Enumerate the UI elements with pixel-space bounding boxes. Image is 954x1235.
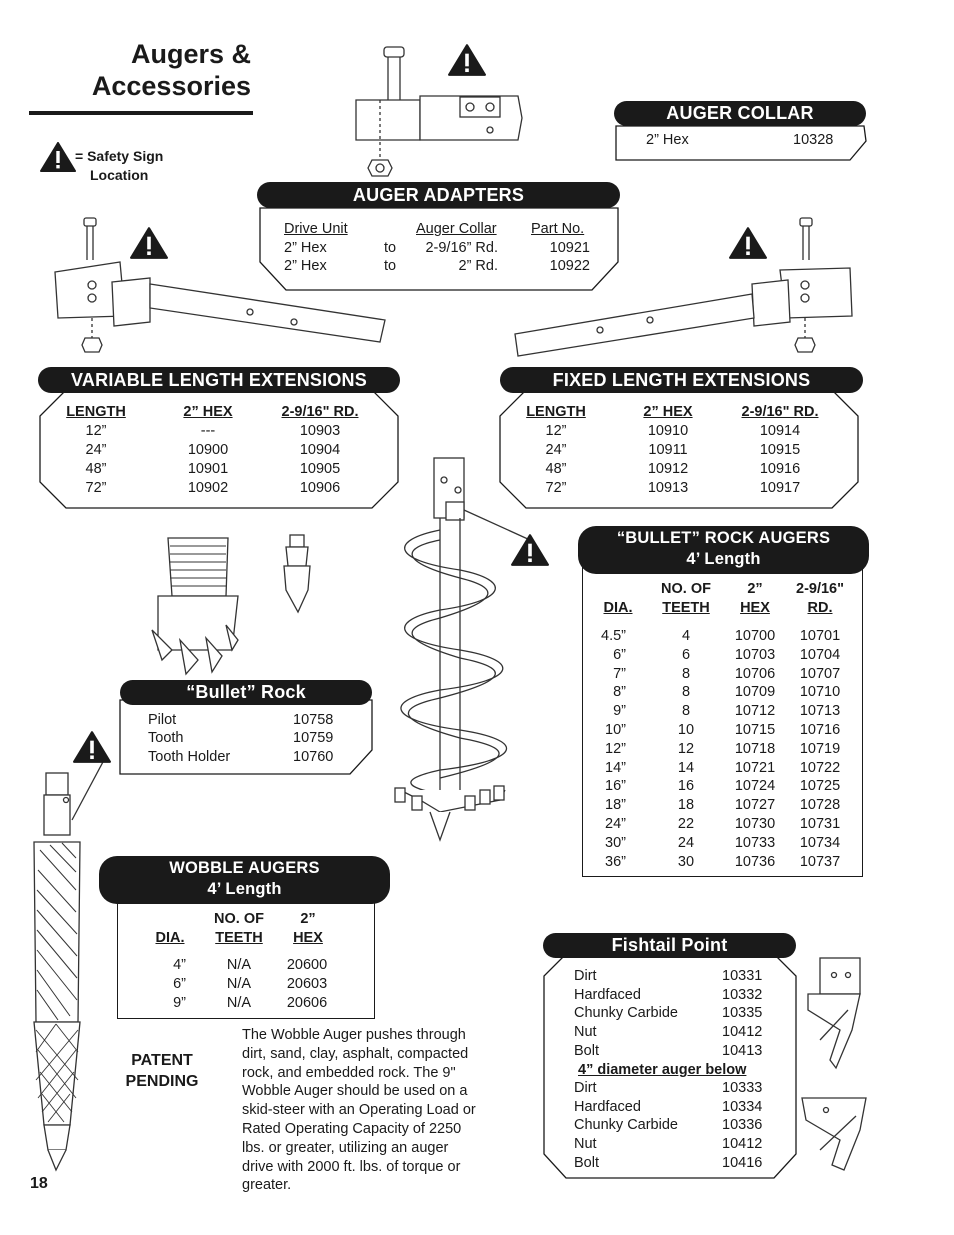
ba-rd: 10716: [799, 722, 841, 738]
var-hex: 10900: [187, 442, 229, 458]
adapter-row-part: 10921: [549, 240, 590, 256]
desc-line: skid-steer with an Operating Load or: [242, 1102, 476, 1119]
ba-teeth: 16: [677, 778, 695, 795]
fishtail-item-part: 10335: [722, 1005, 763, 1022]
fishtail-subheading: 4” diameter auger below: [578, 1062, 747, 1078]
legend-text-1: = Safety Sign: [75, 148, 164, 164]
patent-line-1: PATENT: [131, 1052, 193, 1069]
ba-dia: 16”: [605, 778, 626, 795]
ba-rd: 10713: [799, 703, 841, 720]
fix-len: 48”: [545, 461, 567, 477]
wobble-heading-line2: 4’ Length: [207, 880, 282, 898]
wobble-heading-line1: WOBBLE AUGERS: [169, 859, 320, 877]
fishtail-item-name: Dirt: [574, 968, 597, 984]
desc-line: rock, and embedded rock. The 9": [242, 1064, 456, 1081]
ba-dia: 9”: [613, 703, 626, 720]
desc-line: dirt, sand, clay, asphalt, compacted: [242, 1045, 469, 1062]
ba-hex: 10724: [734, 778, 776, 795]
ba-header-hex-2: HEX: [740, 600, 770, 616]
ba-hex: 10727: [734, 797, 776, 814]
var-rd: 10906: [299, 480, 341, 496]
warning-icon: [73, 731, 111, 768]
legend-text-2: Location: [90, 167, 149, 183]
ba-rd: 10728: [799, 797, 841, 814]
ba-header-rd-1: 2-9/16": [796, 581, 844, 597]
var-len: 48”: [85, 461, 107, 477]
var-len: 72”: [85, 480, 107, 496]
var-rd: 10905: [299, 461, 341, 477]
ba-teeth: 10: [677, 722, 695, 738]
ba-teeth: 14: [677, 759, 695, 776]
title-line-1: Augers &: [130, 39, 251, 69]
bullet-augers-heading-line1: “BULLET” ROCK AUGERS: [616, 529, 831, 547]
fix-rd: 10917: [759, 480, 801, 496]
ba-rd: 10722: [799, 759, 841, 776]
fix-header-hex: 2” HEX: [643, 404, 693, 420]
ba-teeth: 12: [677, 740, 695, 757]
wob-header-dia: DIA.: [155, 930, 185, 946]
ba-teeth: 6: [681, 646, 691, 663]
ba-rd: 10731: [799, 816, 841, 832]
fix-hex: 10912: [647, 461, 689, 477]
adapter-header-part: Part No.: [531, 221, 585, 237]
adapter-row-collar: 2-9/16” Rd.: [425, 240, 498, 256]
adapter-row-to: to: [384, 240, 397, 256]
ba-dia: 8”: [613, 684, 626, 701]
fix-rd: 10914: [759, 423, 801, 439]
fishtail-item-name: Hardfaced: [574, 1098, 641, 1115]
page-number: 18: [30, 1175, 48, 1192]
fishtail-item-name: Hardfaced: [574, 986, 641, 1003]
ba-header-teeth-1: NO. OF: [661, 581, 711, 597]
warning-icon: [729, 227, 767, 264]
wob-hex: 20600: [286, 957, 328, 973]
fix-len: 72”: [545, 480, 567, 496]
fix-header-length: LENGTH: [526, 404, 586, 420]
ba-hex: 10706: [734, 665, 776, 682]
var-len: 24”: [85, 442, 107, 458]
fishtail-item-name: Bolt: [574, 1042, 599, 1059]
wob-teeth: N/A: [226, 995, 252, 1011]
fix-header-rd: 2-9/16" RD.: [741, 404, 819, 420]
ba-hex: 10715: [734, 722, 776, 738]
ba-teeth: 8: [681, 665, 691, 682]
var-header-hex: 2” HEX: [183, 404, 233, 420]
fishtail-item-part: 10333: [722, 1080, 763, 1096]
ba-dia: 10”: [605, 722, 626, 738]
ba-dia: 24”: [605, 816, 626, 832]
bullet-part-number: 10759: [293, 730, 334, 746]
adapter-row-part: 10922: [549, 258, 590, 274]
fishtail-item-part: 10413: [722, 1042, 763, 1059]
collar-item: 2” Hex: [646, 132, 689, 148]
var-header-rd: 2-9/16" RD.: [281, 404, 359, 420]
fix-hex: 10911: [648, 442, 688, 458]
ba-dia: 30”: [605, 834, 626, 851]
ba-rd: 10704: [799, 646, 841, 663]
ba-dia: 12”: [605, 740, 626, 757]
var-hex: 10902: [187, 480, 229, 496]
ba-rd: 10725: [799, 778, 841, 795]
wob-header-hex-1: 2”: [300, 911, 316, 927]
var-len: 12”: [85, 423, 107, 439]
bullet-part-number: 10760: [293, 749, 334, 765]
var-hex: 10901: [187, 461, 229, 477]
fishtail-item-name: Nut: [574, 1136, 597, 1153]
desc-line: Rated Operating Capacity of 2250: [242, 1120, 462, 1137]
ba-rd: 10707: [799, 665, 841, 682]
warning-icon: [130, 227, 168, 264]
fishtail-item-part: 10412: [722, 1136, 763, 1153]
ba-dia: 36”: [605, 853, 626, 870]
desc-line: The Wobble Auger pushes through: [242, 1027, 466, 1043]
ba-teeth: 22: [677, 816, 695, 832]
ba-hex: 10703: [734, 646, 776, 663]
fix-rd: 10915: [759, 442, 801, 458]
wobble-description: [242, 1026, 512, 1195]
wob-hex: 20603: [286, 976, 328, 992]
ba-teeth: 4: [681, 628, 691, 644]
ba-hex: 10718: [734, 740, 776, 757]
wob-header-teeth-2: TEETH: [215, 930, 263, 946]
ba-teeth: 30: [677, 853, 695, 870]
fix-len: 24”: [545, 442, 567, 458]
warning-icon: [511, 534, 549, 571]
fishtail-item-name: Dirt: [574, 1080, 597, 1096]
auger-collar-heading: AUGER COLLAR: [614, 101, 866, 126]
variable-ext-heading: VARIABLE LENGTH EXTENSIONS: [38, 367, 400, 393]
bullet-part-name: Pilot: [148, 712, 177, 728]
ba-dia: 14”: [605, 759, 626, 776]
desc-line: greater.: [242, 1177, 292, 1194]
adapter-header-collar: Auger Collar: [416, 221, 497, 237]
ba-header-dia: DIA.: [603, 600, 633, 616]
wob-header-teeth-1: NO. OF: [214, 911, 264, 927]
var-rd: 10904: [299, 442, 341, 458]
fishtail-item-part: 10332: [722, 986, 763, 1003]
wob-hex: 20606: [286, 995, 328, 1011]
fix-len: 12”: [545, 423, 567, 439]
fishtail-item-part: 10416: [722, 1154, 763, 1171]
fishtail-item-name: Chunky Carbide: [574, 1117, 678, 1134]
patent-pending: [112, 1050, 212, 1092]
adapter-row-to: to: [384, 258, 397, 274]
adapter-row-collar: 2” Rd.: [458, 258, 498, 274]
ba-hex: 10712: [734, 703, 776, 720]
ba-hex: 10721: [734, 759, 776, 776]
var-rd: 10903: [299, 423, 341, 439]
adapter-row-drive: 2” Hex: [284, 258, 327, 274]
patent-line-2: PENDING: [125, 1073, 199, 1090]
ba-dia: 7”: [613, 665, 626, 682]
fishtail-item-part: 10334: [722, 1098, 763, 1115]
adapter-row-drive: 2” Hex: [284, 240, 327, 256]
ba-dia: 4.5”: [601, 628, 626, 644]
ba-teeth: 8: [681, 684, 691, 701]
ba-hex: 10730: [734, 816, 776, 832]
fishtail-item-name: Nut: [574, 1024, 597, 1041]
ba-rd: 10710: [799, 684, 841, 701]
bullet-part-name: Tooth Holder: [148, 749, 231, 765]
ba-teeth: 8: [681, 703, 691, 720]
bullet-augers-heading-line2: 4’ Length: [686, 550, 761, 568]
ba-hex: 10709: [734, 684, 776, 701]
ba-header-hex-1: 2”: [747, 581, 763, 597]
ba-rd: 10701: [799, 628, 841, 644]
var-hex: ---: [200, 423, 216, 439]
ba-hex: 10700: [734, 628, 776, 644]
fixed-ext-heading: FIXED LENGTH EXTENSIONS: [500, 367, 863, 393]
ba-header-teeth-2: TEETH: [662, 600, 710, 616]
bullet-augers-heading: [578, 526, 869, 574]
fishtail-item-name: Bolt: [574, 1154, 599, 1171]
var-header-length: LENGTH: [66, 404, 126, 420]
wob-dia: 4”: [173, 957, 186, 973]
wobble-heading: [99, 856, 390, 904]
bullet-part-number: 10758: [293, 712, 334, 728]
ba-hex: 10736: [734, 853, 776, 870]
desc-line: drive with 2000 ft. lbs. of torque or: [242, 1158, 461, 1175]
ba-teeth: 18: [677, 797, 695, 814]
adapter-header-drive: Drive Unit: [284, 221, 348, 237]
desc-line: lbs. or greater, utilizing an auger: [242, 1139, 449, 1156]
bullet-part-name: Tooth: [148, 730, 184, 746]
ba-rd: 10719: [799, 740, 841, 757]
ba-header-rd-2: RD.: [807, 600, 833, 616]
wob-teeth: N/A: [226, 957, 252, 973]
fishtail-item-part: 10412: [722, 1024, 763, 1041]
fishtail-item-name: Chunky Carbide: [574, 1005, 678, 1022]
fishtail-item-part: 10336: [722, 1117, 763, 1134]
fix-rd: 10916: [759, 461, 801, 477]
fishtail-item-part: 10331: [722, 968, 763, 984]
wob-dia: 9”: [173, 995, 186, 1011]
ba-teeth: 24: [677, 834, 695, 851]
auger-adapters-heading: AUGER ADAPTERS: [257, 182, 620, 208]
ba-hex: 10733: [734, 834, 776, 851]
ba-rd: 10737: [799, 853, 841, 870]
fix-hex: 10910: [647, 423, 689, 439]
bullet-parts-heading: “Bullet” Rock: [120, 680, 372, 705]
title-line-2: Accessories: [91, 71, 251, 101]
wob-dia: 6”: [173, 976, 186, 992]
fishtail-heading: Fishtail Point: [543, 933, 796, 958]
ba-dia: 6”: [613, 646, 626, 663]
wob-teeth: N/A: [226, 976, 252, 992]
fix-hex: 10913: [647, 480, 689, 496]
ba-dia: 18”: [605, 797, 626, 814]
desc-line: Wobble Auger should be used on a: [242, 1083, 468, 1100]
warning-icon: [448, 44, 486, 81]
ba-rd: 10734: [799, 834, 841, 851]
wob-header-hex-2: HEX: [293, 930, 323, 946]
collar-part: 10328: [793, 132, 834, 148]
